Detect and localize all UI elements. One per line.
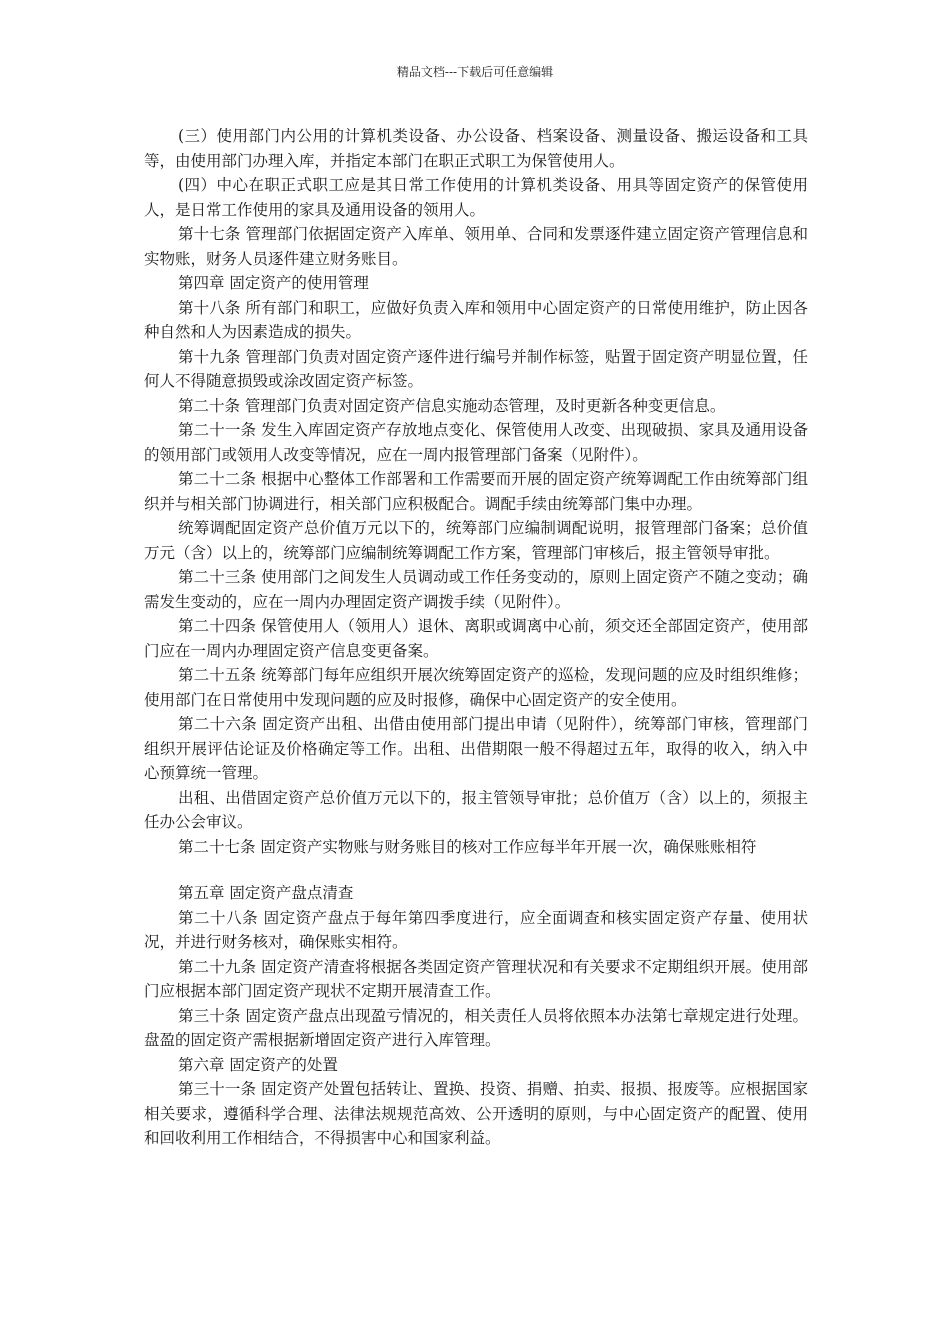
paragraph: 第十八条 所有部门和职工，应做好负责入库和领用中心固定资产的日常使用维护，防止因各种自然和人为因素造成的损失。 xyxy=(144,298,808,341)
page-header: 精品文档---下载后可任意编辑 xyxy=(396,65,554,79)
paragraph: 第二十二条 根据中心整体工作部署和工作需要而开展的固定资产统筹调配工作由统筹部门组织并与相关部门协调进行，相关部门应积极配合。调配手续由统筹部门集中办理。 xyxy=(144,470,808,513)
paragraph: 第二十三条 使用部门之间发生人员调动或工作任务变动的，原则上固定资产不随之变动；确需发生变动的，应在一周内办理固定资产调拨手续（见附件）。 xyxy=(144,568,808,611)
document-body xyxy=(144,124,808,1151)
paragraph: 第二十六条 固定资产出租、出借由使用部门提出申请（见附件），统筹部门审核，管理部门组织开展评估论证及价格确定等工作。出租、出借期限一般不得超过五年，取得的收入，纳入中心预算统一管理。 xyxy=(144,715,808,782)
paragraph: 第二十八条 固定资产盘点于每年第四季度进行，应全面调查和核实固定资产存量、使用状况，并进行财务核对，确保账实相符。 xyxy=(144,908,808,951)
section-gap xyxy=(144,859,808,881)
chapter-heading: 第四章 固定资产的使用管理 xyxy=(178,274,369,292)
paragraph: (四）中心在职正式职工应是其日常工作使用的计算机类设备、用具等固定资产的保管使用人，是日常工作使用的家具及通用设备的领用人。 xyxy=(144,176,808,219)
paragraph: 第三十一条 固定资产处置包括转让、置换、投资、捐赠、拍卖、报损、报废等。应根据国家相关要求，遵循科学合理、法律法规规范高效、公开透明的原则，与中心固定资产的配置、使用和回收利用工作相结合，不得损害中心和国家利益。 xyxy=(144,1080,808,1147)
chapter-heading: 第六章 固定资产的处置 xyxy=(178,1055,338,1074)
paragraph: 第十七条 管理部门依据固定资产入库单、领用单、合同和发票逐件建立固定资产管理信息和实物账，财务人员逐件建立财务账目。 xyxy=(144,225,808,268)
paragraph: 第二十四条 保管使用人（领用人）退休、离职或调离中心前，须交还全部固定资产，使用部门应在一周内办理固定资产信息变更备案。 xyxy=(144,617,808,660)
paragraph: 统筹调配固定资产总价值万元以下的，统筹部门应编制调配说明，报管理部门备案；总价值万元（含）以上的，统筹部门应编制统筹调配工作方案，管理部门审核后，报主管领导审批。 xyxy=(144,519,808,562)
paragraph: 第二十九条 固定资产清查将根据各类固定资产管理状况和有关要求不定期组织开展。使用部门应根据本部门固定资产现状不定期开展清查工作。 xyxy=(144,957,808,1000)
paragraph: (三）使用部门内公用的计算机类设备、办公设备、档案设备、测量设备、搬运设备和工具等，由使用部门办理入库，并指定本部门在职正式职工为保管使用人。 xyxy=(144,127,808,170)
chapter-heading: 第五章 固定资产盘点清查 xyxy=(178,884,354,902)
paragraph: 出租、出借固定资产总价值万元以下的，报主管领导审批；总价值万（含）以上的，须报主任办公会审议。 xyxy=(144,788,808,831)
paragraph: 第十九条 管理部门负责对固定资产逐件进行编号并制作标签，贴置于固定资产明显位置，任何人不得随意损毁或涂改固定资产标签。 xyxy=(144,347,808,390)
paragraph: 第三十条 固定资产盘点出现盈亏情况的，相关责任人员将依照本办法第七章规定进行处理。盘盈的固定资产需根据新增固定资产进行入库管理。 xyxy=(144,1006,808,1049)
paragraph: 第二十五条 统筹部门每年应组织开展次统筹固定资产的巡检，发现问题的应及时组织维修；使用部门在日常使用中发现问题的应及时报修，确保中心固定资产的安全使用。 xyxy=(144,666,808,709)
paragraph: 第二十七条 固定资产实物账与财务账目的核对工作应每半年开展一次，确保账账相符 xyxy=(178,837,757,856)
paragraph: 第二十条 管理部门负责对固定资产信息实施动态管理，及时更新各种变更信息。 xyxy=(178,396,726,415)
paragraph: 第二十一条 发生入库固定资产存放地点变化、保管使用人改变、出现破损、家具及通用设备的领用部门或领用人改变等情况，应在一周内报管理部门备案（见附件）。 xyxy=(144,421,808,464)
